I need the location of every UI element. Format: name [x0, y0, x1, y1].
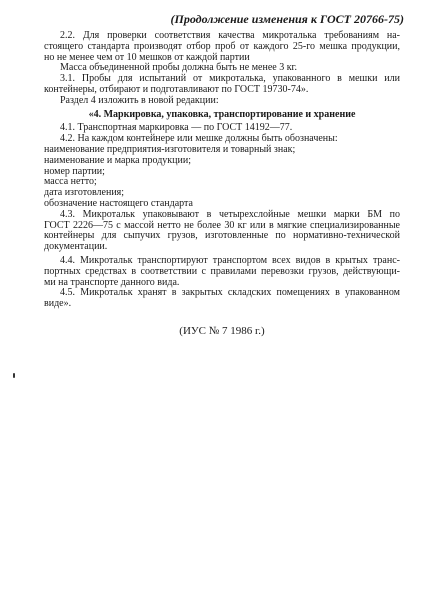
text-line: наименование предприятия-изготовителя и товарный знак; — [44, 143, 296, 155]
text-line: контейнеры для сыпучих грузов, изготовленные по нормативно-технической — [44, 230, 400, 242]
text-line: 4.5. Микротальк хранят в закрытых складских помещениях в упакованном — [60, 287, 400, 299]
text-line: 2.2. Для проверки соответствия качества микроталька требованиям на- — [60, 30, 400, 41]
text-line: Раздел 4 изложить в новой редакции: — [60, 94, 219, 106]
text-line: ми на транспорте данного вида. — [44, 276, 180, 288]
text-line: дата изготовления; — [44, 187, 125, 199]
text-line: 4.1. Транспортная маркировка — по ГОСТ 14192—77. — [60, 122, 293, 134]
page-header: (Продолжение изменения к ГОСТ 20766-75) — [170, 12, 404, 26]
scan-speck — [13, 373, 15, 378]
publication-reference: (ИУС № 7 1986 г.) — [179, 324, 265, 337]
text-line: обозначение настоящего стандарта — [44, 197, 193, 209]
text-line: 4.2. На каждом контейнере или мешке должны быть обозначены: — [60, 133, 338, 145]
text-line: Масса объединенной пробы должна быть не менее 3 кг. — [60, 62, 298, 74]
text-line: номер партии; — [44, 165, 105, 177]
text-line: 4.3. Микротальк упаковывают в четырехслойные мешки марки БМ по — [60, 208, 400, 220]
section-heading: «4. Маркировка, упаковка, транспортирование и хранение — [88, 108, 356, 120]
text-line: но не менее чем от 10 мешков от каждой партии — [44, 51, 250, 63]
text-line: документации. — [44, 241, 108, 253]
text-line: виде». — [44, 298, 72, 310]
text-line: наименование и марка продукции; — [44, 154, 191, 166]
document-body — [44, 31, 400, 337]
text-line: 3.1. Пробы для испытаний от микроталька, упакованного в мешки или — [60, 73, 400, 85]
text-line: контейнеры, отбирают и подготавливают по ГОСТ 19730-74». — [44, 83, 309, 95]
text-line: стоящего стандарта производят отбор проб от каждого 25-го мешка продукции, — [44, 40, 400, 52]
text-line: масса нетто; — [44, 176, 97, 188]
text-line: 4.4. Микротальк транспортируют транспортом всех видов в крытых транс- — [60, 254, 400, 266]
text-line: портных средствах в соответствии с правилами перевозки грузов, действующи- — [44, 265, 400, 277]
text-line: ГОСТ 2226—75 с массой нетто не более 30 кг или в мягкие специализированные — [44, 219, 400, 231]
